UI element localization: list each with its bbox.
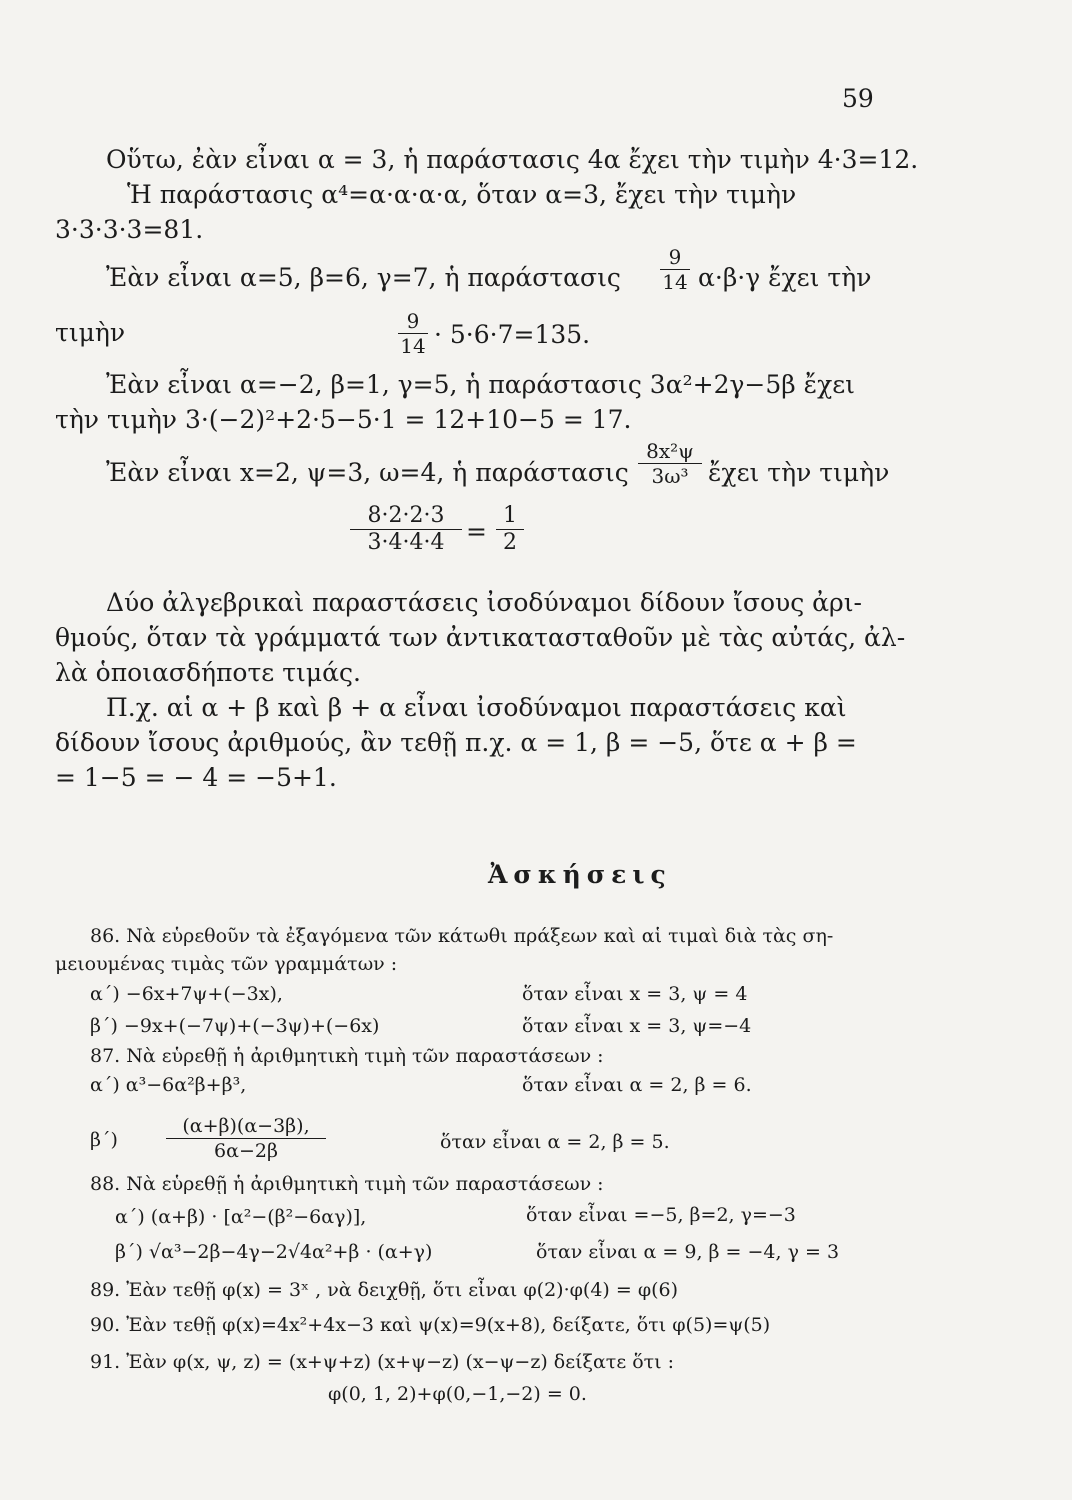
- fraction: [638, 440, 702, 487]
- exercise-91-line: φ(0, 1, 2)+φ(0,−1,−2) = 0.: [328, 1383, 587, 1405]
- text-line: θμούς, ὅταν τὰ γράμματά των ἀντικατασταθοῦν μὲ τὰς αὐτάς, ἀλ-: [55, 623, 906, 652]
- fraction: [166, 1115, 326, 1162]
- fraction-numerator: 9: [668, 245, 682, 269]
- text-line: λὰ ὁποιασδήποτε τιμάς.: [55, 658, 361, 687]
- exercise-88-a-condition: ὅταν εἶναι =−5, β=2, γ=−3: [526, 1204, 796, 1226]
- text-line: Ἐὰν εἶναι α=−2, β=1, γ=5, ἡ παράστασις 3α²+2γ−5β ἔχει: [106, 370, 855, 399]
- exercise-87-line: 87. Νὰ εὑρεθῇ ἡ ἀριθμητικὴ τιμὴ τῶν παραστάσεων :: [90, 1045, 604, 1067]
- exercise-87-a-condition: ὅταν εἶναι α = 2, β = 6.: [522, 1074, 752, 1096]
- exercise-89: 89. Ἐὰν τεθῇ φ(x) = 3ˣ , νὰ δειχθῇ, ὅτι εἶναι φ(2)·φ(4) = φ(6): [90, 1279, 679, 1301]
- exercise-88-a: α΄) (α+β) · [α²−(β²−6αγ)],: [115, 1206, 367, 1228]
- exercise-87-b-label: β΄): [90, 1129, 118, 1151]
- fraction-numerator: 9: [406, 309, 420, 333]
- fraction-numerator: (α+β)(α−3β),: [182, 1115, 310, 1137]
- exercise-86-b: β΄) −9x+(−7ψ)+(−3ψ)+(−6x): [90, 1015, 380, 1037]
- text-line: · 5·6·7=135.: [434, 320, 591, 349]
- fraction-numerator: 8·2·2·3: [367, 503, 445, 528]
- exercise-86-a: α΄) −6x+7ψ+(−3x),: [90, 983, 283, 1005]
- text-line: Ἐὰν εἶναι x=2, ψ=3, ω=4, ἡ παράστασις: [106, 458, 629, 487]
- exercise-88-line: 88. Νὰ εὑρεθῇ ἡ ἀριθμητικὴ τιμὴ τῶν παραστάσεων :: [90, 1173, 604, 1195]
- section-title: Ἀσκήσεις: [488, 860, 672, 889]
- exercise-87-a: α΄) α³−6α²β+β³,: [90, 1074, 247, 1096]
- text-line: δίδουν ἴσους ἀριθμούς, ἂν τεθῇ π.χ. α = 1, β = −5, ὅτε α + β =: [55, 728, 857, 757]
- fraction-denominator: 3ω³: [651, 464, 689, 488]
- text-line: α·β·γ ἔχει τὴν: [698, 263, 872, 292]
- exercise-86-line: μειουμένας τιμὰς τῶν γραμμάτων :: [55, 953, 398, 975]
- fraction-numerator: 8x²ψ: [646, 439, 694, 463]
- text-line: τιμὴν: [55, 318, 126, 347]
- exercise-91-line: 91. Ἐὰν φ(x, ψ, z) = (x+ψ+z) (x+ψ−z) (x−ψ−z) δείξατε ὅτι :: [90, 1351, 675, 1373]
- equals-sign: =: [466, 517, 487, 546]
- text-line: Π.χ. αἱ α + β καὶ β + α εἶναι ἰσοδύναμοι παραστάσεις καὶ: [106, 693, 847, 722]
- text-line: τὴν τιμὴν 3·(−2)²+2·5−5·1 = 12+10−5 = 17.: [55, 405, 632, 434]
- text-line: 3·3·3·3=81.: [55, 215, 204, 244]
- fraction: [350, 504, 462, 555]
- text-line: Ἡ παράστασις α⁴=α·α·α·α, ὅταν α=3, ἔχει τὴν τιμὴν: [127, 180, 797, 209]
- fraction-denominator: 14: [662, 270, 688, 294]
- exercise-86-a-condition: ὅταν εἶναι x = 3, ψ = 4: [522, 983, 748, 1005]
- text-line: ἔχει τὴν τιμὴν: [708, 458, 890, 487]
- exercise-90: 90. Ἐὰν τεθῇ φ(x)=4x²+4x−3 καὶ ψ(x)=9(x+8), δείξατε, ὅτι φ(5)=ψ(5): [90, 1314, 771, 1336]
- fraction-numerator: 1: [503, 503, 517, 528]
- fraction: [660, 246, 690, 293]
- text-line: = 1−5 = − 4 = −5+1.: [55, 763, 337, 792]
- fraction: [496, 504, 524, 555]
- fraction-denominator: 2: [503, 530, 517, 555]
- text-line: Οὕτω, ἐὰν εἶναι α = 3, ἡ παράστασις 4α ἔχει τὴν τιμὴν 4·3=12.: [106, 145, 919, 174]
- exercise-86-line: 86. Νὰ εὑρεθοῦν τὰ ἐξαγόμενα τῶν κάτωθι πράξεων καὶ αἱ τιμαὶ διὰ τὰς ση-: [90, 925, 834, 947]
- page-number: 59: [842, 84, 874, 113]
- exercise-87-b-condition: ὅταν εἶναι α = 2, β = 5.: [440, 1131, 670, 1153]
- fraction: [398, 310, 428, 357]
- fraction-bar: [166, 1138, 326, 1139]
- fraction-denominator: 14: [400, 334, 426, 358]
- fraction-denominator: 6α−2β: [214, 1140, 278, 1162]
- exercise-88-b-condition: ὅταν εἶναι α = 9, β = −4, γ = 3: [536, 1241, 840, 1263]
- exercise-86-b-condition: ὅταν εἶναι x = 3, ψ=−4: [522, 1015, 752, 1037]
- text-line: Ἐὰν εἶναι α=5, β=6, γ=7, ἡ παράστασις: [106, 263, 621, 292]
- fraction-denominator: 3·4·4·4: [367, 530, 445, 555]
- exercise-88-b: β΄) √α³−2β−4γ−2√4α²+β · (α+γ): [115, 1241, 433, 1263]
- text-line: Δύο ἀλγεβρικαὶ παραστάσεις ἰσοδύναμοι δίδουν ἴσους ἀρι-: [106, 588, 863, 617]
